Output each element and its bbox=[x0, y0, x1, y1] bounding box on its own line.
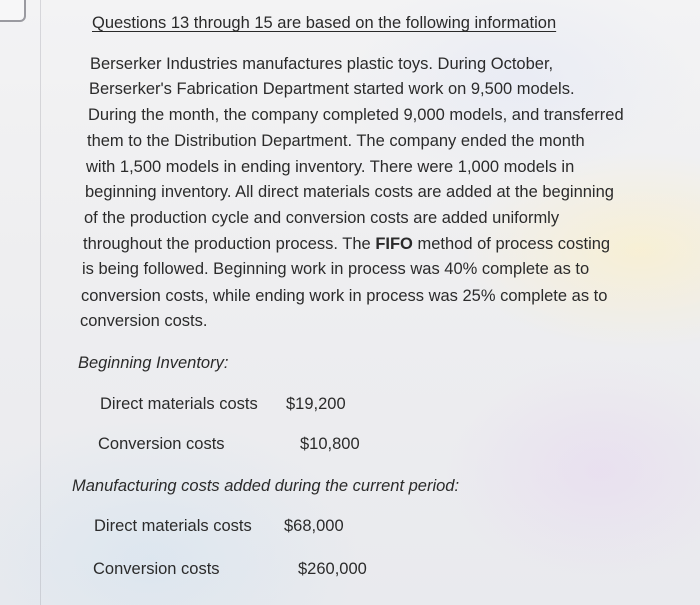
paragraph-line: conversion costs. bbox=[80, 312, 208, 330]
paragraph-text: throughout the production process. The bbox=[83, 235, 371, 253]
beginning-inventory-title: Beginning Inventory: bbox=[78, 354, 229, 372]
current-period-title: Manufacturing costs added during the current period: bbox=[72, 477, 460, 495]
current-conversion-label: Conversion costs bbox=[93, 560, 220, 578]
paragraph-line bbox=[83, 235, 610, 254]
beginning-conversion-label: Conversion costs bbox=[98, 435, 225, 453]
paragraph-line: with 1,500 models in ending inventory. There were 1,000 models in bbox=[86, 158, 575, 176]
paragraph-line: During the month, the company completed 9,000 models, and transferred bbox=[88, 106, 624, 124]
paragraph-line: Berserker's Fabrication Department started work on 9,500 models. bbox=[89, 80, 575, 98]
paragraph-line: beginning inventory. All direct materials costs are added at the beginning bbox=[85, 183, 614, 201]
margin-divider bbox=[40, 0, 41, 605]
paragraph-line: conversion costs, while ending work in process was 25% complete as to bbox=[81, 287, 608, 305]
section-heading: Questions 13 through 15 are based on the following information bbox=[92, 14, 557, 32]
paragraph-text: method of process costing bbox=[417, 235, 611, 253]
beginning-conversion-value: $10,800 bbox=[300, 435, 360, 453]
paragraph-line: is being followed. Beginning work in process was 40% complete as to bbox=[82, 260, 590, 278]
current-direct-materials-label: Direct materials costs bbox=[94, 517, 252, 535]
paragraph-line: Berserker Industries manufactures plastic toys. During October, bbox=[90, 55, 554, 73]
current-conversion-value: $260,000 bbox=[298, 560, 367, 578]
paragraph-line: of the production cycle and conversion costs are added uniformly bbox=[84, 209, 560, 227]
fifo-emphasis: FIFO bbox=[375, 235, 413, 253]
beginning-direct-materials-label: Direct materials costs bbox=[100, 395, 258, 413]
paragraph-line: them to the Distribution Department. The company ended the month bbox=[87, 132, 585, 150]
current-direct-materials-value: $68,000 bbox=[284, 517, 344, 535]
beginning-direct-materials-value: $19,200 bbox=[286, 395, 346, 413]
page-corner-icon bbox=[0, 0, 26, 22]
